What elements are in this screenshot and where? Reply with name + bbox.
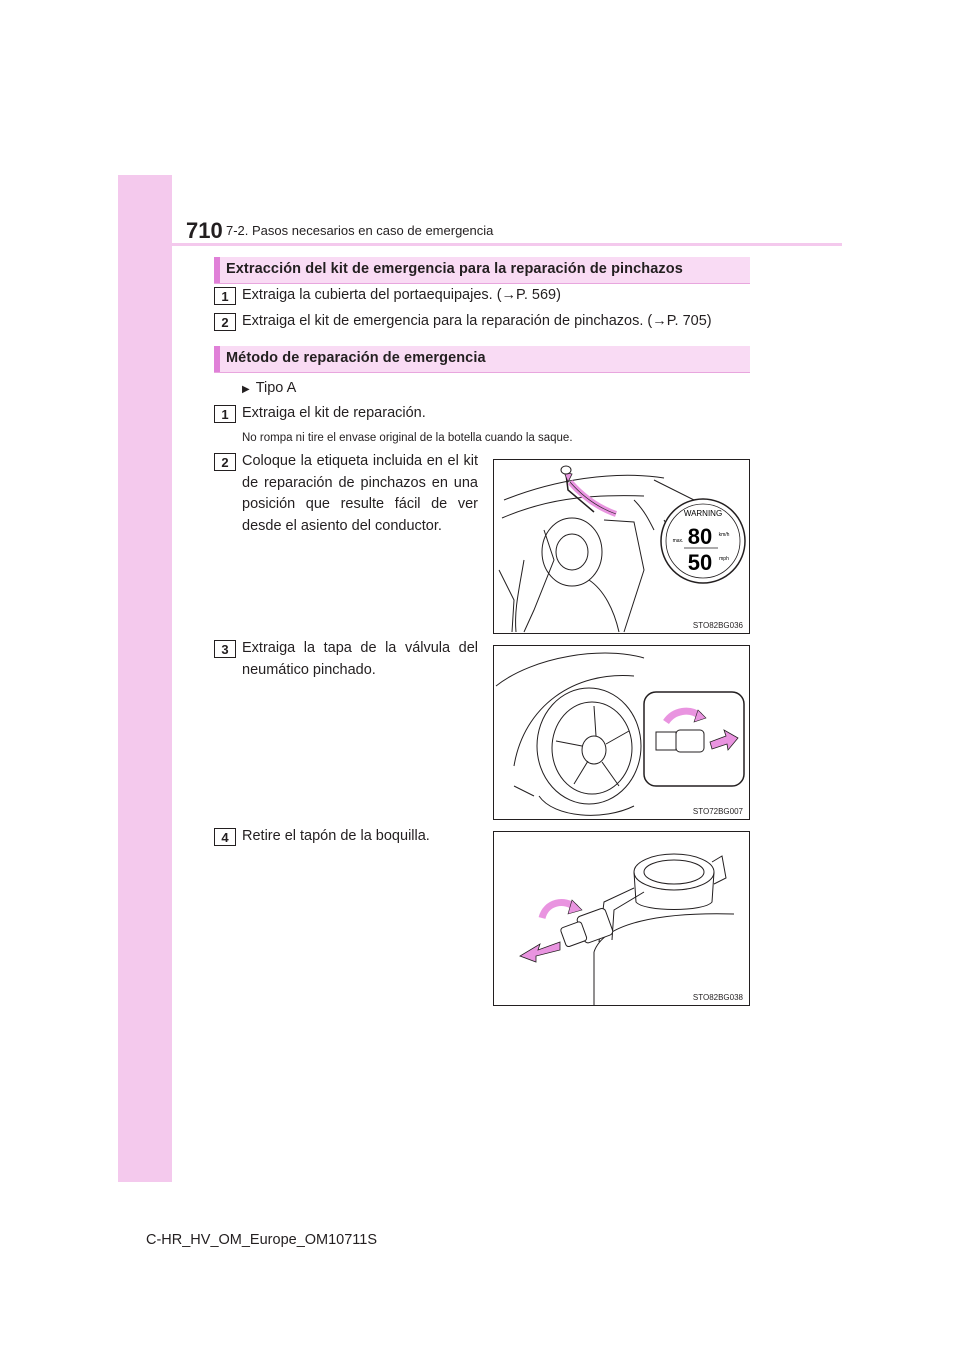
- figure-code: STO82BG038: [692, 993, 743, 1002]
- sticker-speed-mph: 50: [687, 550, 713, 575]
- page-number: 710: [186, 218, 223, 243]
- type-label-text: Tipo A: [255, 380, 297, 396]
- section-heading-repair-method: [214, 346, 750, 373]
- sticker-speed-kmh: 80: [687, 524, 713, 549]
- sticker-unit-kmh: km/h: [718, 532, 730, 538]
- step-text: Extraiga la cubierta del portaequipajes. (→P. 569): [242, 287, 561, 303]
- step-badge: 4: [214, 828, 236, 846]
- sticker-max-text: max.: [672, 538, 684, 544]
- header-rule: [118, 243, 842, 246]
- figure-code: STO82BG036: [692, 621, 743, 630]
- sticker-warning-text: WARNING: [683, 509, 723, 518]
- figure-valve-cap: [493, 645, 750, 820]
- section-tab: [214, 346, 220, 372]
- dashboard-illustration: [494, 460, 750, 634]
- step-text: Extraiga la tapa de la válvula del neumático pinchado.: [242, 640, 478, 678]
- step-badge: 2: [214, 453, 236, 471]
- step-badge: 1: [214, 405, 236, 423]
- side-band: [118, 175, 172, 1182]
- section-tab: [214, 257, 220, 283]
- figure-code: STO72BG007: [692, 807, 743, 816]
- tire-valve-illustration: [494, 646, 750, 820]
- section-heading-kit-extraction: [214, 257, 750, 284]
- speed-label-sticker: [661, 499, 745, 583]
- footer-doc-code: C-HR_HV_OM_Europe_OM10711S: [146, 1232, 378, 1248]
- section-title: Extracción del kit de emergencia para la reparación de pinchazos: [226, 261, 683, 277]
- section-title: Método de reparación de emergencia: [226, 350, 486, 366]
- step-text: Extraiga el kit de reparación.: [242, 405, 426, 421]
- step-text: Extraiga el kit de emergencia para la reparación de pinchazos. (→P. 705): [242, 313, 712, 329]
- chapter-title: 7-2. Pasos necesarios en caso de emergencia: [226, 223, 494, 238]
- bottle-nozzle-illustration: [494, 832, 750, 1006]
- step-text: Coloque la etiqueta incluida en el kit de reparación de pinchazos en una posición que resulte fácil de ver desde el asiento del conductor.: [242, 453, 478, 534]
- figure-nozzle-cap: [493, 831, 750, 1006]
- step-note: No rompa ni tire el envase original de la botella cuando la saque.: [242, 432, 573, 444]
- step-badge: 3: [214, 640, 236, 658]
- step-badge: 1: [214, 287, 236, 305]
- step-text: Retire el tapón de la boquilla.: [242, 828, 430, 844]
- sticker-unit-mph: mph: [719, 556, 729, 562]
- step-badge: 2: [214, 313, 236, 331]
- triangle-bullet-icon: ▶: [242, 384, 250, 395]
- type-label: [242, 380, 296, 396]
- figure-label-position: [493, 459, 750, 634]
